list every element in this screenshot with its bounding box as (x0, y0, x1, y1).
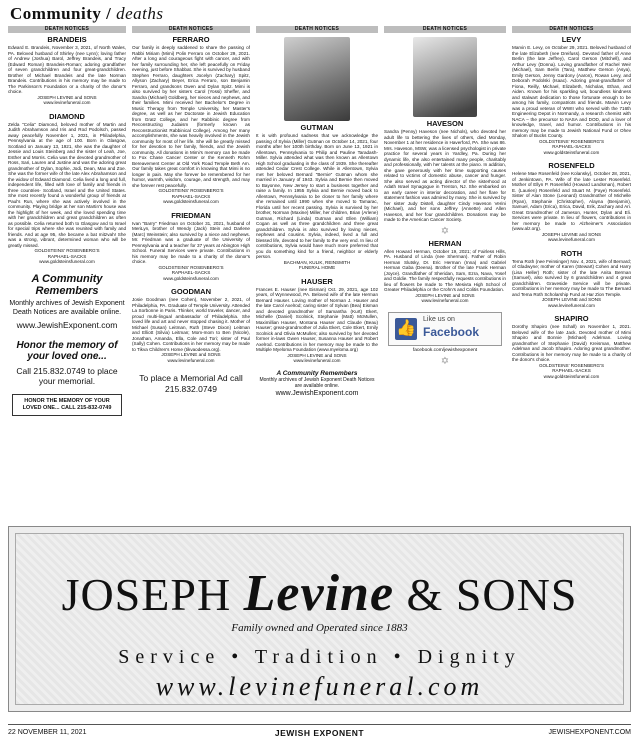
funeral-home: GOLDSTEINS' ROSENBERG'S RAPHAEL-SACKS www.goldsteinsfuneral.com (538, 362, 605, 379)
brand-last: & SONS (406, 569, 578, 620)
levine-banner-ad (8, 526, 631, 712)
notice-name-shapiro: SHAPIRO (554, 314, 589, 323)
brand-first: JOSEPH (61, 569, 232, 620)
facebook-brand: Facebook (423, 324, 480, 339)
column-5 (512, 26, 631, 516)
notice-name-roth: ROTH (560, 248, 583, 258)
footer-website[interactable]: JEWISHEXPONENT.COM (548, 729, 631, 736)
notice-text-brandeis: Edward E. Brandeis, November 3, 2021, of North Wales, PA. Beloved husband of Shirley (nee Lynn); loving father of Andrew (Joshua) Barol, Jeffrey Brandeis, and Tracy (Edward Roman) Brandeis-Roman; adoring grandfather of seven grandchildren and four great-grandchildren. Brother of Michael Brandeis and the late Norman Brandeis. Contributions in his memory may be made to The Parkinson's Foundation or a charity of the donor's choice. (8, 45, 126, 94)
notice-text-rosenfeld: Helene Mae Rosenfeld (nee Kolansky), October 28, 2021, of Jenkintown, PA. Wife of the late Lester Rosenfeld. Mother of Ellyn P. Rosenfeld (Howard Landsman), Robert E. (Laurien) Rosenfeld and Stuart M. (Faye) Rosenfeld. Sister of Alan Stone (Leonard) Grandmother of Michelle (Ryan), Stephanie (Christopher), Alayna (Benjamin), Samuel, Adam (Erica), Erica, David, Erik, Zachary and Ari. Great Grandmother of Jameson, Hunter, Dylan and Eli. Services were private. In lieu of flowers, contributions in her memory be made to Alzheimer's Association (www.alz.org). (512, 171, 631, 231)
ad-url[interactable]: www.JewishExponent.com (275, 389, 359, 397)
funeral-home: GOLDSTEINS' ROSENBERG'S RAPHAEL-SACKS www.goldsteinsfuneral.com (158, 264, 224, 281)
banner-brand (16, 564, 623, 623)
notices-columns (8, 26, 631, 516)
banner-inner (15, 533, 624, 705)
column-3 (256, 26, 378, 516)
notice-name-goodman: GOODMAN (171, 287, 211, 296)
notice-name-diamond: DIAMOND (49, 111, 85, 121)
brand-levine: Levine (243, 565, 395, 622)
section-subtitle: deaths (116, 4, 164, 23)
community-remembers-ad-2 (256, 370, 378, 397)
death-notices-tag: DEATH NOTICES (8, 26, 126, 33)
funeral-home: GOLDSTEINS' ROSENBERG'S RAPHAEL-SACKS www.goldsteinsfuneral.com (538, 138, 605, 155)
ad-url[interactable]: www.JewishExponent.com (16, 319, 118, 330)
funeral-home: GOLDSTEINS' ROSENBERG'S RAPHAEL-SACKS www.goldsteinsfuneral.com (158, 188, 224, 204)
notice-text-roth: Tema Roth (nee Feinsinger) Nov. 4, 2021, wife of Bernard; of Gladwyne; mother of Karen (Stewart) Cohen and Harry (Lisa Heller) Roth; sister of the late Anita Berman (Samuel), also survived by 6 grandchildren and 4 great grandchildren. Graveside Service will be private. Contributions in her memory may be made to The Bernard and Tema Roth Scholarship Fund at Har Zion Temple. (512, 258, 631, 297)
death-notices-tag: DEATH NOTICES (512, 26, 631, 33)
notice-name-haveson: HAVESON (426, 119, 464, 128)
gutman-photo (284, 37, 350, 121)
notice-name-levy: LEVY (561, 35, 582, 44)
thumbs-up-icon: 👍 (395, 318, 417, 340)
death-notices-tag: DEATH NOTICES (132, 26, 250, 33)
funeral-home: JOSEPH LEVINE and SONS www.levinefuneral.com (287, 352, 347, 363)
ad-line: Monthly archives of Jewish Exponent Death Notices are available online. (259, 376, 375, 389)
ad-line: Monthly archives of Jewish Exponent Death Notices are available online. (9, 299, 125, 316)
notice-text-ferraro: Our family is deeply saddened to share the passing of Rabbi Miriam (Mimi) Polin Ferraro on October 29, 2021. After a long and courageous fight with cancer, and with her family surrounding her, she left peacefully on Friday evening, just before Shabbat. She is survived by husband Stephen Ferraro, daughters Jocelyn (Zachary) Spitz, Allyson (Zachary) Beyer, Erica Ferraro, son Benjamin Ferraro, and grandsons Owen and Dylan Spitz. Mimi is also survived by her sisters Carol (Yossi) Sheffer, and Sandra (Michael) Goldberg, her nieces and nephews, and their families. Mimi received her Bachelor's Degree in Music Therapy from Temple University, her Master's degree, as well as her Doctorate in Jewish Education from Gratz College, and her Rabbinic degree from Reconstructing Judaism (formerly known as Reconstructionist Rabbinical College). Among her many accomplishments, she was heavily involved in the Jewish community for most of her life. She will be greatly missed for her devotion to her family, friends, and the Jewish community. All donations in Mimi's memory can be made to Fox Chase Cancer Center or the Kenneth Rohm Bereavement Center at Old York Road Temple Beth Am. Our family takes great comfort in knowing that Mimi is no longer in pain. May she forever be remembered for her humor, warmth, wisdom, courage, and strength, and may she forever rest peacefully. (132, 45, 250, 188)
notice-name-ferraro: FERRARO (172, 35, 210, 44)
funeral-home: BACHMAN, KULIK, REINSMITH FUNERAL HOME (283, 259, 351, 270)
notice-name-gutman: GUTMAN (300, 123, 334, 132)
page-footer (8, 724, 631, 738)
notice-text-diamond: Zelda "Celia" Diamond, beloved mother of Martin and Judith Abrahamson and Iris and Rod Podolsch, passed away peacefully November 1, 2021, in Philadelphia, Pennsylvania at the age of 100. Born in Glasgow, Scotland on January 13, 1921, she was the daughter of Jessie and Louis Steinberg and the sister of Leah, Joe, Esther and Morris. Celia was the devoted grandmother of Ross, Sari, Lauren and Justine and was the adoring great grandmother of Dylan, Sophie, Jodi, Dean, Max and Zoe. She was the former wife of the late Alex Abrahamson and the widow of Edward Diamond. Celia lived a long and full, independent life, filled with love of family and friends in three countries- Scotland, Israel and the United States. She most recently found a wonderful group of friends at Paul's Run, where she was actively involved in the community. Playing bridge at her son Martin's house was the highlight of her week, and she loved spending time with her grandchildren and great grandchildren as often as possible. Celia returned both to Glasgow and to Israel for special trips where she was reunited with family and friends. And at age 95, she became a bat mitzvah! She was a strong, vibrant, determined woman who will be greatly missed. (8, 121, 126, 248)
notice-name-rosenfeld: ROSENFELD (548, 161, 595, 170)
notice-name-herman: HERMAN (428, 238, 462, 248)
column-2 (132, 26, 250, 516)
banner-website[interactable]: www.levinefuneral.com (155, 672, 484, 701)
funeral-home: JOSEPH LEVINE and SONS www.levinefuneral.com (161, 352, 221, 363)
notice-text-haveson: Sandra (Penny) Haveson (nee Nichols), who devoted her adult life to bettering the lives of others, died Monday, November 1 at her residence in Haverford, PA. She was 86. Mrs. Haveson, MSW, was a licensed psychologist in private practice for several years in Yardley, Pa. During her dynamic life, she also entertained many people, charitably and professionally, with her talents at the piano. In addition, she gave generously with her time supporting causes related to victims of domestic abuse, cancer and hunger. She also served as acting director of the sisterhood at Adath Israel Synagogue in Trenton, NJ. She embarked on an early career in interior decoration, and her flare for statement fashion was admired by many. She is survived by her sister Judy Distell, daughter Cindy Haveson Verini (Michael), and her sons Jeffrey (Annette) and Allen Haveson, and her four grandchildren. Donations may be made to the American Cancer Society. (384, 129, 506, 222)
notice-name-friedman: FRIEDMAN (171, 210, 211, 220)
death-notices-tag: DEATH NOTICES (256, 26, 378, 33)
notice-text-friedman: Ivan "Barry" Friedman on October 31, 2021, husband of MeriLyn, brother of Wendy (Jack) Stein and Darlene (Marc) Weinstein; also survived by a niece and nephews. Mr. Friedman was a graduate of the University of Pennsylvania and a teacher for 37 years at Abington High School. Funeral Services were private. Contributions in his memory may be made to a charity of the donor's choice. (132, 220, 250, 264)
facebook-ad[interactable] (388, 312, 502, 346)
notice-name-hauser: HAUSER (301, 276, 333, 286)
star-of-david-icon: ✡ (440, 355, 450, 367)
haveson-photo (413, 37, 477, 117)
ad-title: A Community Remembers (276, 369, 358, 377)
notice-text-herman: Allen Howard Herman, October 19, 2021; of Fairless Hills, PA. Husband of Linda (nee Sherman). Father of Robin Herman Slutsky, Dr. Eric Herman (Inna) and Gabriel Herman Gaba (Deena). Brother of the late Frank Herman (Joyce). Grandfather of Sheridan, Sam, Ezra, Nava, Yosef and Goldie. The family respectfully requests contributions in lieu of flowers be made to The Mesivta High School of Greater Philadelphia or the Crohn's and Colitis Foundation. (384, 248, 506, 292)
community-remembers-ad (8, 273, 126, 386)
ad-title-2: Honor the memory of your loved one... (16, 339, 118, 362)
memorial-ad: To place a Memorial Ad call 215.832.0749 (139, 373, 243, 394)
honor-memory-box: HONOR THE MEMORY OF YOUR LOVED ONE... CALL 215-832-0749 (12, 394, 122, 416)
footer-date: 22 NOVEMBER 11, 2021 (8, 729, 87, 736)
banner-subtitle: Family owned and Operated since 1883 (231, 622, 408, 634)
column-4 (384, 26, 506, 516)
funeral-home: GOLDSTEINS' ROSENBERG'S RAPHAEL-SACKS www.goldsteinsfuneral.com (34, 248, 100, 264)
section-header: Community / deaths (10, 4, 164, 23)
notice-text-levy: Marvin E. Levy, on October 29, 2021. Beloved husband of the late Elizabeth (nee Dreifuss). Devoted father of Anne Berlin (the late Jeffrey), Carol Gerson (Mitchell), and Arthur Levy (Donna). Loving grandfather of Rachel Weir (Michael), Sam Berlin (Tara), Matthew Gerson (Asya), Emily Gerson, Jenny Gardony (Aaron), Rowan Levy, and Deborah Podolski (Isaac). Adoring great-grandfather of Fiona, Reilly, Michael, Elizabeth, Nicholas, Ethan, and Aiden. Known for his sparkling wit, boundless kindness and stalwart dedication to those fortunate enough to be among his family, compatriots and friends. Marvin Levy was a proud veteran of WWII who served with the 716th Engineering Depot in Normandy, a research chemist with NACA – the precursor to NASA and DOD, and a lover of knowledge, travel, and humor. Contributions in his memory may be made to Jewish National Fund or Ohev Shalom of Bucks County. (512, 45, 631, 138)
section-title: Community (10, 4, 102, 23)
facebook-like-text: Like us on (423, 315, 455, 323)
funeral-home: JOSEPH LEVINE and SONS www.levinefuneral.com (541, 297, 602, 308)
notice-name-brandeis: BRANDEIS (47, 35, 87, 44)
notice-text-goodman: Josie Goodman (nee Cohen), November 2, 2021, of Philadelphia, PA. Graduate of Temple University. Attended La Sorbonne in Paris. Thinker, world traveler, dancer, and proud multi-lingual ambassador of Philadelphia. She loved life and art and never stopped chasing it. Mother of Michael (Susan) Leitman, Ruth (Steve Dixon) Leitman and Elliott (Silvia) Leitman; Mom-mom to Ben (Nicole), Jonathan, Amanda, Ella, Cole and Tori; sister of Paul (Sally) Cohen. Contributions in her memory may be made to Tikva Children's Home (tikvaodessa.org). (132, 297, 250, 352)
death-notices-tag: DEATH NOTICES (384, 26, 506, 33)
banner-motto: Service • Tradition • Dignity (118, 646, 521, 668)
notice-text-shapiro: Dorothy Shapiro (nee Schall) on November 1, 2021. Beloved wife of the late Jack. Devoted mother of Mimi Shapiro and Bonnie (Michael) Adelman. Loving grandmother of Stephanie (David) Kreisman, Matthew Adelman and Jacob Shapiro. Adoring great grandmother. Contributions in her memory may be made to a charity of the donor's choice. (512, 324, 631, 362)
star-of-david-icon: ✡ (440, 225, 450, 237)
notice-text-hauser: Frances E. Hauser (nee Eisman) Oct. 29, 2021, age 102 years, of Wynnewood, PA. Beloved wife of the late Herman Bernard Hauser. Loving mother of Norman J. Hauser and the late Carol Axelrod; caring sister of Sylvan (Bea) Eisman and devoted grandmother of Samantha (Kurt) Ekert, Michelle (Daniel) Scolnick, Stephanie (Matt) McMullen, Maximillian Hauser, Montana Hauser and Claude (Beau) Hauser; great-grandmother of Julia Ekert, Cole Ekert, Emily Scolnick and Olivia McMullen; also survived by her devoted former in-laws Gwen Hauser, Susanna Hauser and Robert Axelrod. Contributions in her memory may be made to the Multiple Myeloma Foundation (www.myeloma.org) (256, 286, 378, 352)
funeral-home: JOSEPH LEVINE and SONS www.levinefuneral.com (37, 94, 97, 105)
column-1 (8, 26, 126, 516)
footer-publication: JEWISH EXPONENT (274, 728, 365, 738)
funeral-home: JOSEPH LEVINE and SONS www.levinefuneral.com (541, 231, 602, 242)
ad-title: A Community Remembers (31, 272, 103, 297)
ad-call: Call 215.832.0749 to place your memorial. (16, 365, 118, 386)
notice-text-gutman: It is with profound sadness that we acknowledge the passing of Sylvia (Miller) Gutman on October 14, 2021, four months after her 100th birthday. Born on June 13, 1921 in Allentown, Pennsylvania to Philip and Pauline Taradash-Miller. Sylvia attended what was then known as Allentown High School graduating in the class of 1939. She thereafter attended Cedar Crest College. While in Allentown, Sylvia met her beloved Bernard "Bernie" Gutman whom she married in January of 1943. Sylvia and Bernie then moved to Bayonne, New Jersey to start a business together and raise a family. In 1955 Sylvia and Bernie moved back to Allentown, Pennsylvania to be closer to her family where she remained until 1990 when she moved to Tamarac, Florida until her recent passing. Sylvia is survived by her brother, Norman (Maxine) Miller, her children, Brian (Arlene) Gutman, Richard (Linda) Gutman and Ellen (William) Cogan as well as three grandchildren and three great grandchildren. Sylvia is also survived by loving nieces, nephews and cousins. Sylvia, indeed, lived a full and blessed life, devoted to her family to the very end. In lieu of contributions, Sylvia would have much more preferred that you do something kind for a friend, neighbor or elderly person. (256, 133, 378, 259)
funeral-home: JOSEPH LEVINE and SONS www.levinefuneral.com (415, 292, 475, 303)
facebook-url[interactable]: facebook.com/jewishexponent (412, 347, 478, 353)
